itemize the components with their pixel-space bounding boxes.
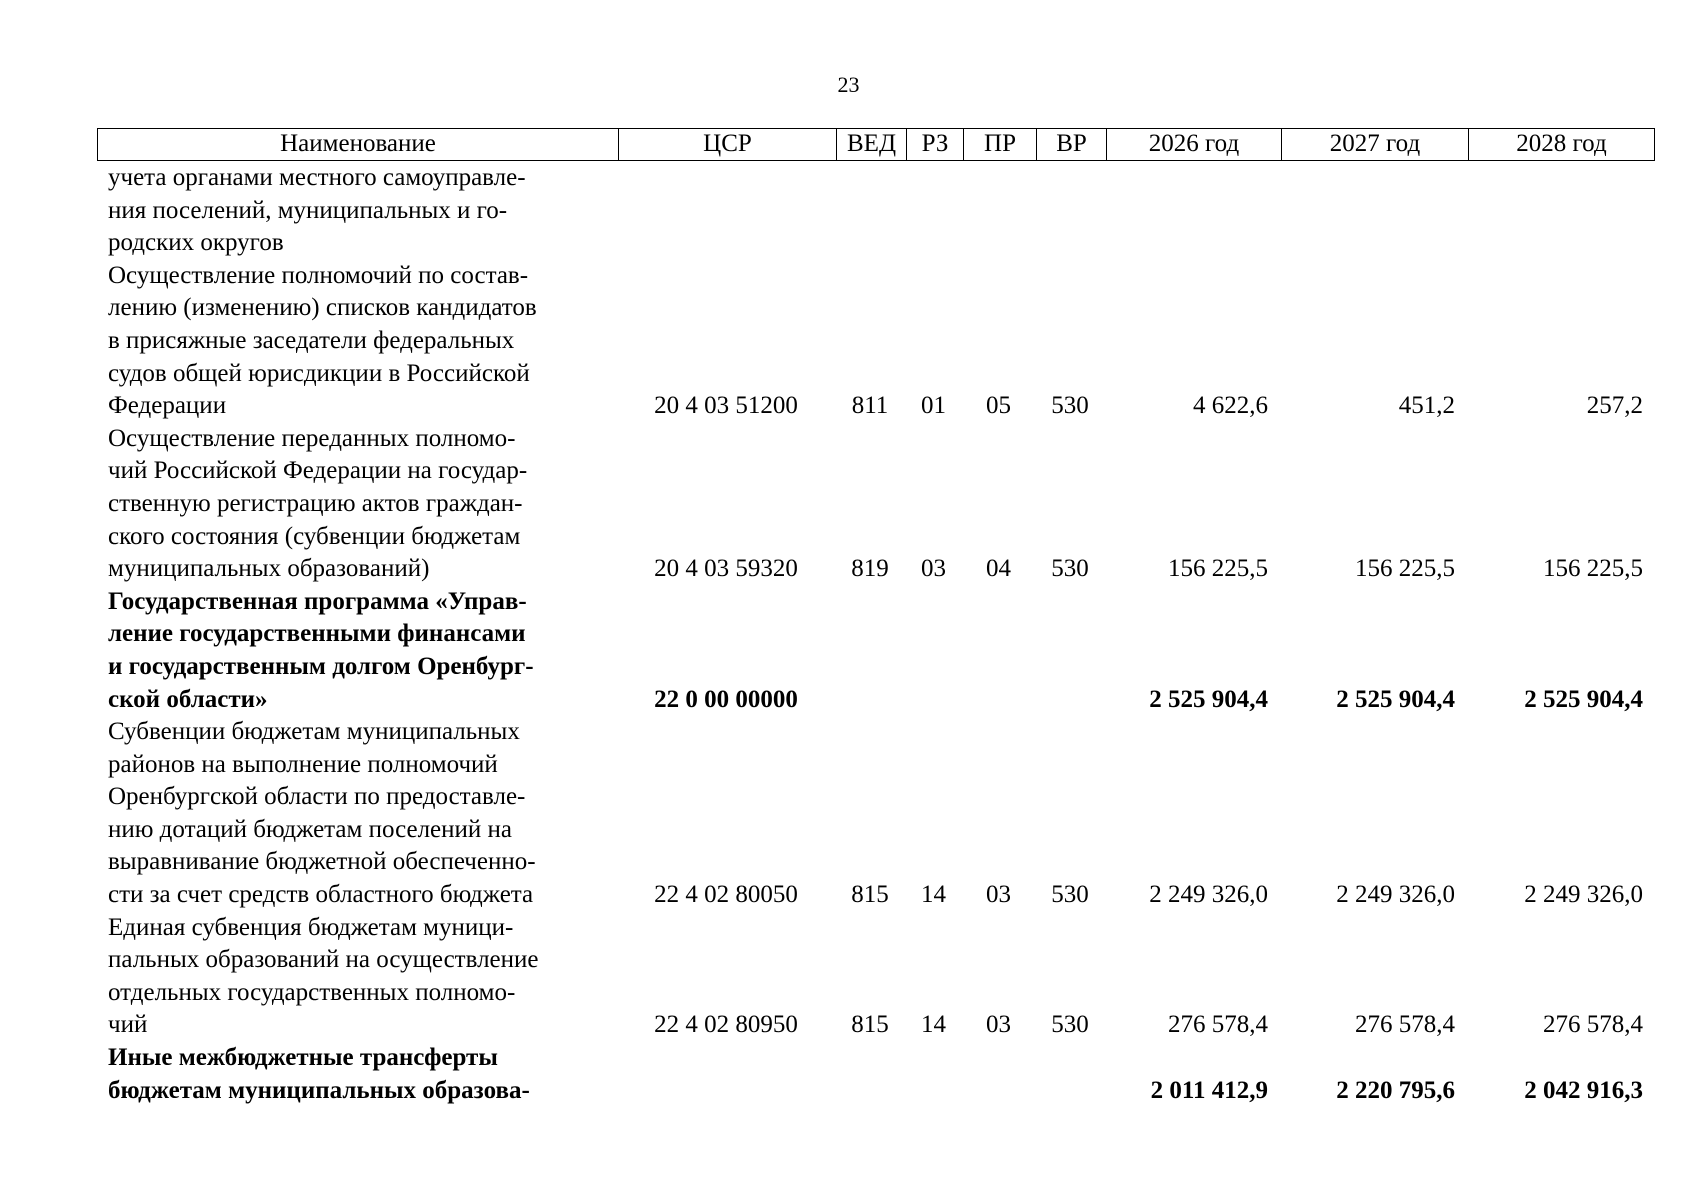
header-vr: ВР: [1036, 129, 1106, 160]
row-csr: 22 4 02 80950: [654, 1011, 798, 1039]
row-name-line: нию дотаций бюджетам поселений на: [108, 815, 513, 843]
row-value-2026: 2 525 904,4: [1149, 685, 1268, 713]
row-csr: 20 4 03 59320: [654, 555, 798, 583]
table-row: [97, 912, 1655, 1042]
row-value-2027: 2 525 904,4: [1336, 685, 1455, 713]
row-name-line: выравнивание бюджетной обеспеченно-: [108, 848, 536, 876]
row-name-line: учета органами местного самоуправле-: [108, 164, 526, 191]
header-year-2026: 2026 год: [1106, 129, 1281, 160]
row-csr: 22 0 00 00000: [654, 685, 798, 713]
row-name: [97, 912, 617, 1042]
row-value-2026: 4 622,6: [1193, 392, 1268, 420]
row-csr: 20 4 03 51200: [654, 392, 798, 420]
row-value-2028: 156 225,5: [1543, 555, 1643, 583]
header-ved: ВЕД: [836, 129, 906, 160]
row-name-line: Субвенции бюджетам муниципальных: [108, 718, 520, 746]
row-name-line: ской области»: [108, 685, 268, 713]
row-name-line: Осуществление полномочий по состав-: [108, 261, 529, 289]
row-value-2027: 451,2: [1398, 392, 1455, 420]
row-name-line: лению (изменению) списков кандидатов: [108, 294, 537, 322]
row-value-2027: 2 249 326,0: [1336, 881, 1455, 909]
row-name-line: ственную регистрацию актов граждан-: [108, 489, 523, 517]
row-value-2028: 2 042 916,3: [1524, 1076, 1643, 1104]
row-value-2027: 2 220 795,6: [1336, 1076, 1455, 1104]
table-row: [97, 716, 1655, 912]
row-pr: 05: [986, 392, 1011, 420]
header-year-2028: 2028 год: [1468, 129, 1654, 160]
row-pr: 03: [986, 881, 1011, 909]
row-value-2028: 2 249 326,0: [1524, 881, 1643, 909]
table-header: [97, 128, 1655, 161]
row-pr: 04: [986, 555, 1011, 583]
row-name: [97, 260, 617, 423]
row-name-line: и государственным долгом Оренбург-: [108, 652, 534, 680]
row-name-line: родских округов: [108, 229, 284, 257]
row-rz: 01: [921, 392, 946, 420]
row-name-line: ния поселений, муниципальных и го-: [108, 196, 508, 224]
table-row: [97, 423, 1655, 586]
row-value-2028: 257,2: [1586, 392, 1643, 420]
row-name-line: Государственная программа «Управ-: [108, 587, 527, 615]
row-name-line: Осуществление переданных полномо-: [108, 424, 516, 452]
row-name-line: бюджетам муниципальных образова-: [108, 1076, 530, 1104]
row-vr: 530: [1051, 1011, 1089, 1039]
row-name-line: Федерации: [108, 392, 227, 420]
row-value-2027: 156 225,5: [1355, 555, 1455, 583]
row-value-2028: 2 525 904,4: [1524, 685, 1643, 713]
row-name-line: чий: [108, 1011, 148, 1039]
row-name-line: районов на выполнение полномочий: [108, 750, 498, 778]
row-vr: 530: [1051, 392, 1089, 420]
row-name-line: чий Российской Федерации на государ-: [108, 457, 528, 485]
row-ved: 819: [851, 555, 889, 583]
row-name: [97, 1042, 617, 1107]
table-row: [97, 586, 1655, 716]
row-name-line: судов общей юрисдикции в Российской: [108, 359, 530, 387]
row-value-2026: 156 225,5: [1168, 555, 1268, 583]
row-ved: 815: [851, 881, 889, 909]
header-rz: РЗ: [906, 129, 963, 160]
row-ved: 811: [851, 392, 889, 420]
row-rz: 14: [921, 1011, 946, 1039]
row-name-line: сти за счет средств областного бюджета: [108, 881, 534, 909]
row-csr: 22 4 02 80050: [654, 881, 798, 909]
header-csr: ЦСР: [618, 129, 836, 160]
row-name-line: муниципальных образований): [108, 555, 430, 583]
row-name-line: ление государственными финансами: [108, 620, 526, 648]
row-ved: 815: [851, 1011, 889, 1039]
row-value-2026: 276 578,4: [1168, 1011, 1268, 1039]
row-value-2028: 276 578,4: [1543, 1011, 1643, 1039]
row-name: [97, 716, 617, 912]
row-vr: 530: [1051, 881, 1089, 909]
table-row: [97, 260, 1655, 423]
row-rz: 03: [921, 555, 946, 583]
row-value-2026: 2 249 326,0: [1149, 881, 1268, 909]
row-name-line: ского состояния (субвенции бюджетам: [108, 522, 521, 550]
row-name-line: Иные межбюджетные трансферты: [108, 1044, 498, 1072]
header-pr: ПР: [963, 129, 1036, 160]
row-name: [97, 586, 617, 716]
table-row: [97, 162, 1655, 260]
row-name: [97, 423, 617, 586]
table-body: [97, 162, 1655, 1107]
page-number: 23: [837, 72, 860, 97]
row-vr: 530: [1051, 555, 1089, 583]
header-name: Наименование: [280, 130, 436, 157]
row-name-line: пальных образований на осуществление: [108, 946, 539, 974]
row-rz: 14: [921, 881, 946, 909]
table-row: [97, 1042, 1655, 1107]
header-year-2027: 2027 год: [1281, 129, 1468, 160]
row-name-line: Оренбургской области по предоставле-: [108, 783, 526, 811]
row-name-line: в присяжные заседатели федеральных: [108, 326, 515, 354]
row-name-line: Единая субвенция бюджетам муници-: [108, 913, 514, 941]
row-value-2027: 276 578,4: [1355, 1011, 1455, 1039]
row-name-line: отдельных государственных полномо-: [108, 978, 516, 1006]
row-pr: 03: [986, 1011, 1011, 1039]
row-name: [97, 162, 617, 260]
row-value-2026: 2 011 412,9: [1150, 1076, 1268, 1104]
